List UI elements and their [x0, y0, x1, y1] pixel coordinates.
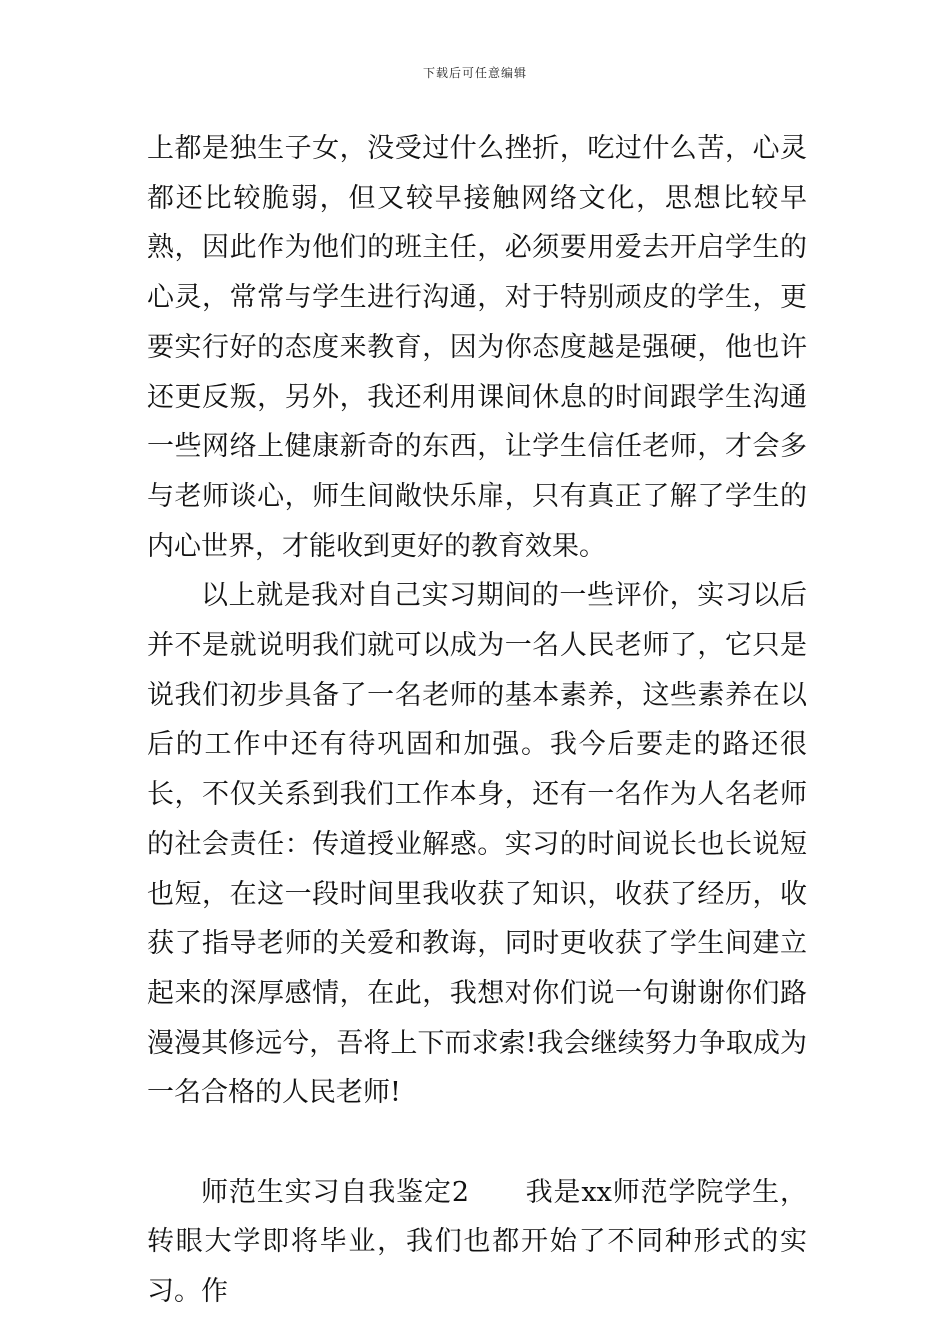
- paragraph-3: 师范生实习自我鉴定2 我是xx师范学院学生，转眼大学即将毕业，我们也都开始了不同种形式的实习。作: [147, 1176, 807, 1308]
- document-body: [147, 124, 807, 1317]
- page-header: 下载后可任意编辑: [422, 66, 527, 80]
- paragraph-2: 以上就是我对自己实习期间的一些评价，实习以后并不是就说明我们就可以成为一名人民老师了，它只是说我们初步具备了一名老师的基本素养，这些素养在以后的工作中还有待巩固和加强。我今后要走的路还很长，不仅关系到我们工作本身，还有一名作为人名老师的社会责任：传道授业解惑。实习的时间说长也长说短也短，在这一段时间里我收获了知识，收获了经历，收获了指导老师的关爱和教诲，同时更收获了学生间建立起来的深厚感情，在此，我想对你们说一句谢谢你们路漫漫其修远兮，吾将上下而求索!我会继续努力争取成为一名合格的人民老师!: [147, 580, 807, 1109]
- paragraph-1: 上都是独生子女，没受过什么挫折，吃过什么苦，心灵都还比较脆弱，但又较早接触网络文化，思想比较早熟，因此作为他们的班主任，必须要用爱去开启学生的心灵，常常与学生进行沟通，对于特别顽皮的学生，更要实行好的态度来教育，因为你态度越是强硬，他也许还更反叛，另外，我还利用课间休息的时间跟学生沟通一些网络上健康新奇的东西，让学生信任老师，才会多与老师谈心，师生间敞快乐扉，只有真正了解了学生的内心世界，才能收到更好的教育效果。: [147, 133, 807, 562]
- paragraph-spacer: [147, 1118, 807, 1168]
